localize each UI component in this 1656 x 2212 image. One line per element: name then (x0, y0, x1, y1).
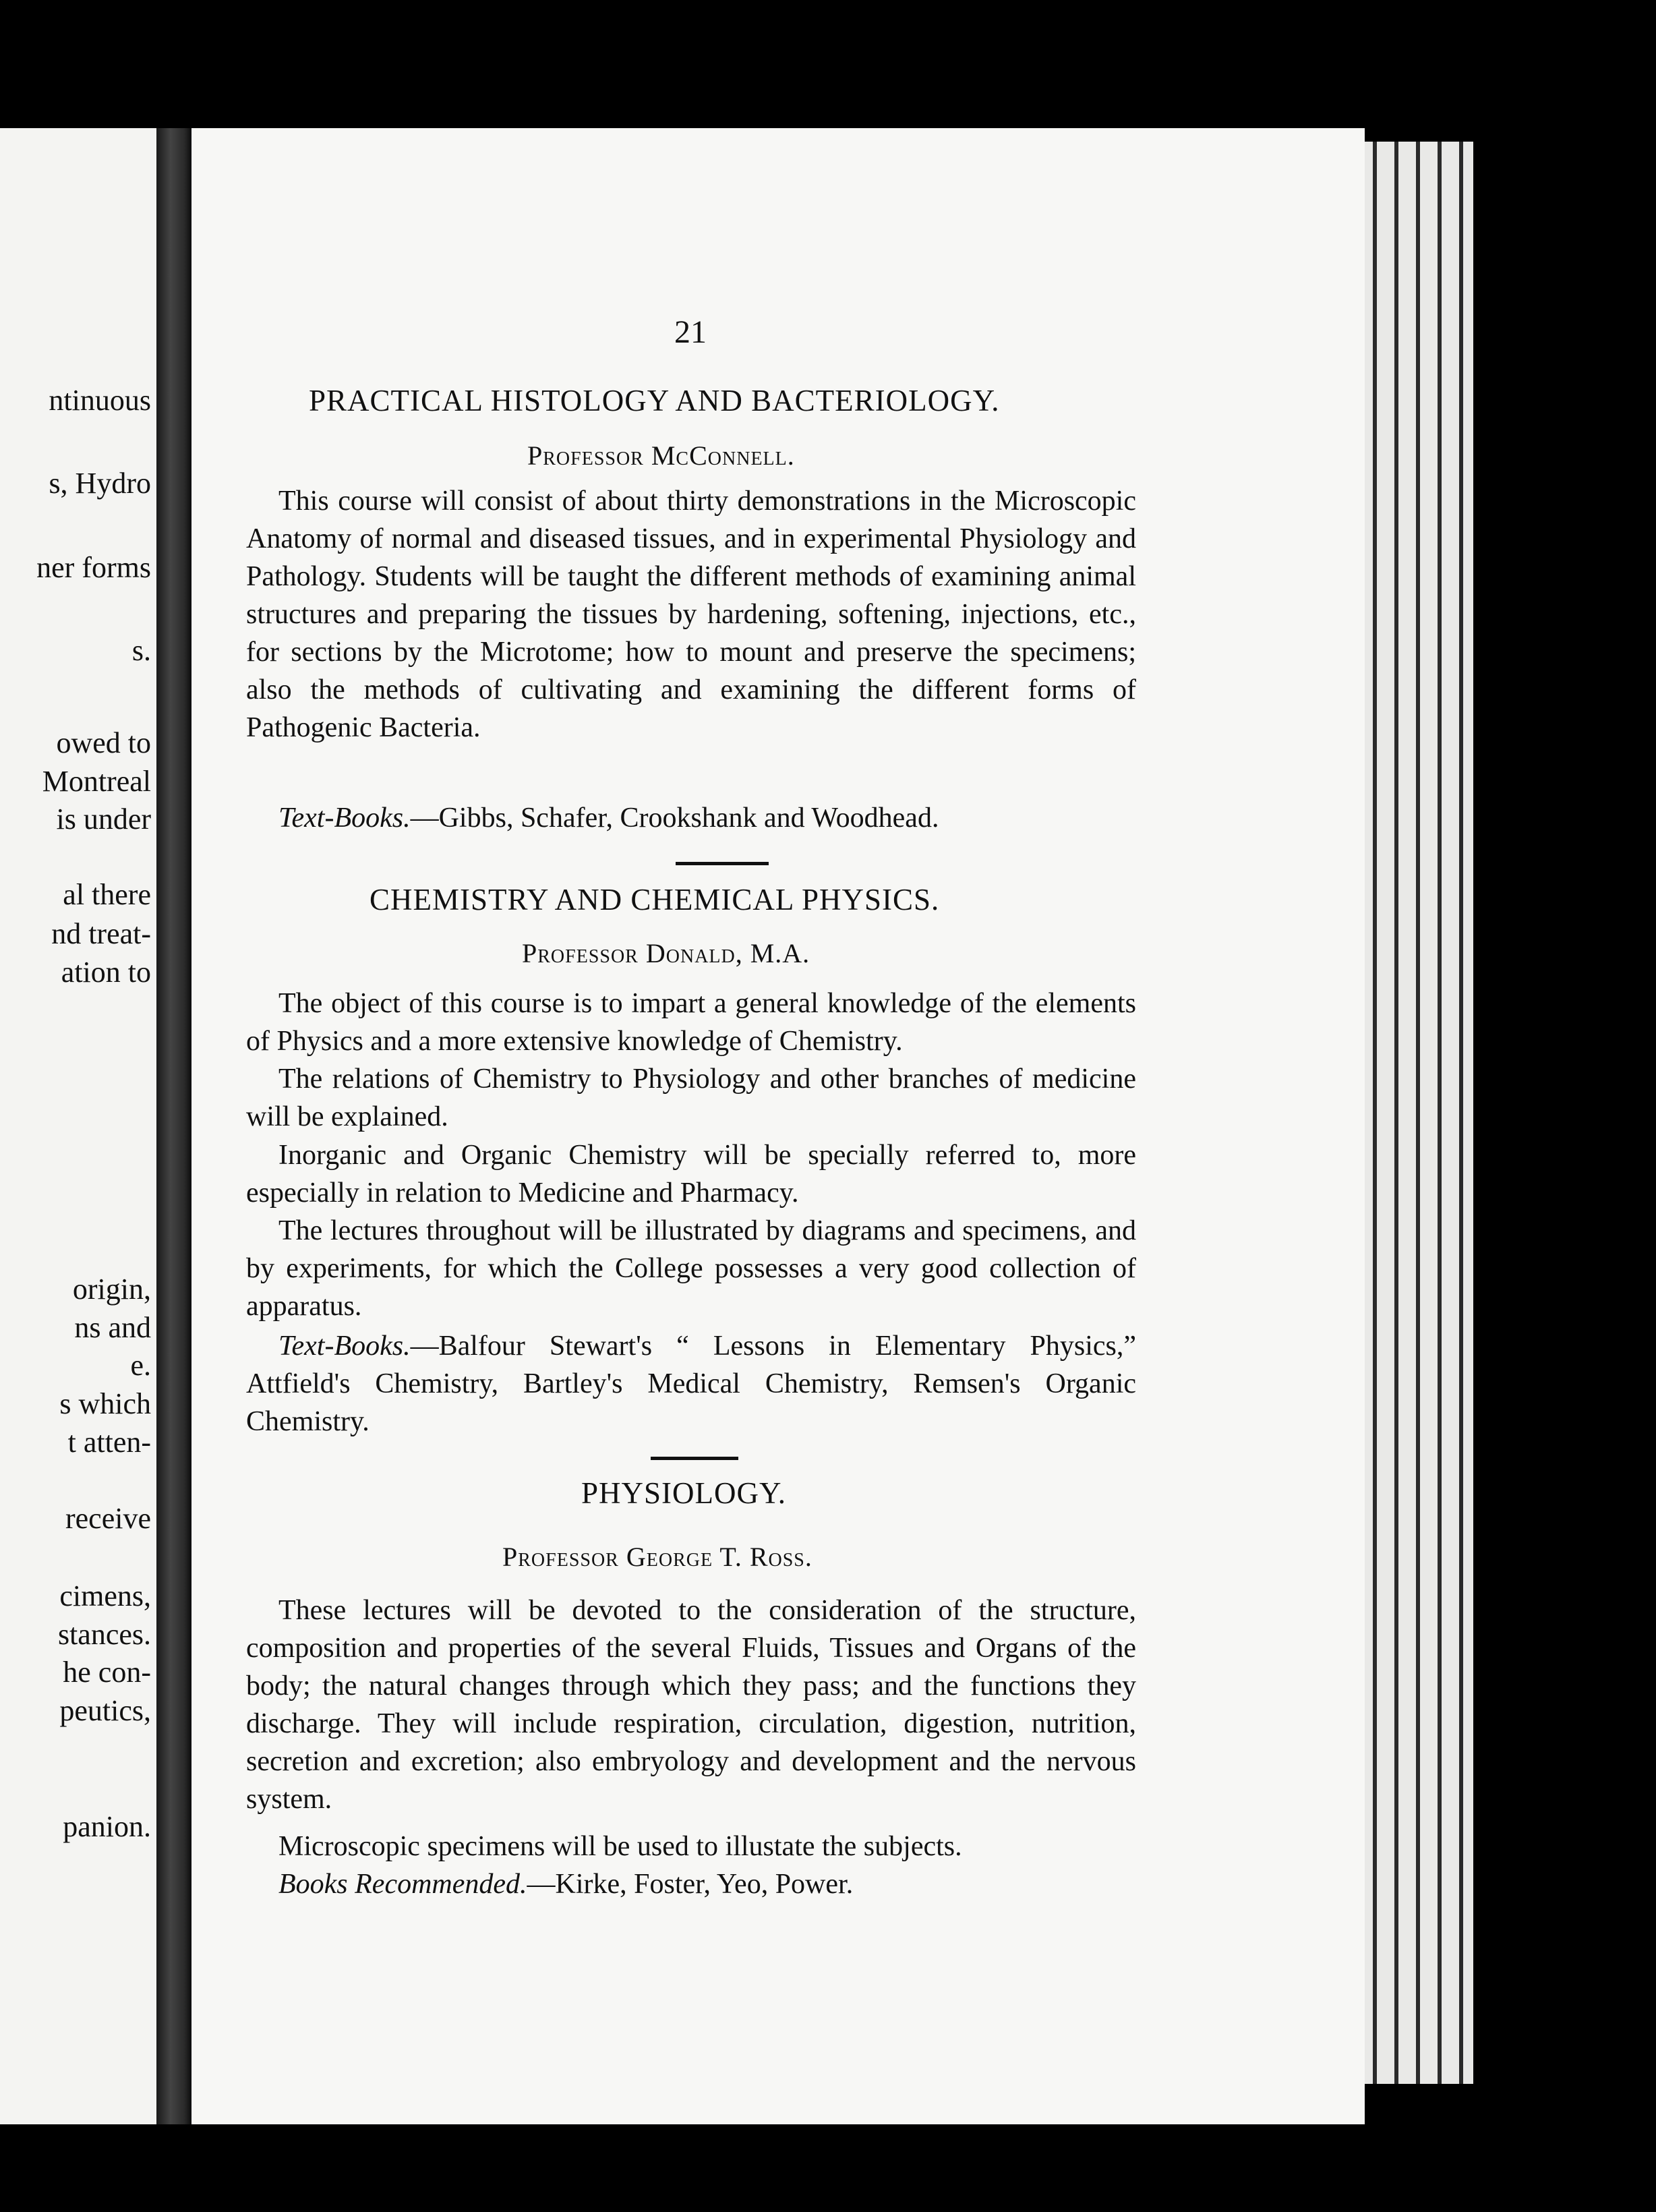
left-page-line: t atten- (67, 1426, 151, 1459)
left-page-line: ner forms (36, 551, 151, 584)
book-gutter (156, 128, 191, 2124)
paragraph-text: Inorganic and Organic Chemistry will be specially referred to, more especially in relation to Medicine and Pharmacy. (246, 1140, 1136, 1209)
paragraph-text: This course will consist of about thirty demonstrations in the Microscopic Anatomy of normal and diseased tissues, and in experimental Physiology and Pathology. Students will be taught the different methods of examining animal structures and preparing the tissues by hardening, softening, injections, etc., for sections by the Microtome; how to mount and preserve the specimens; also the methods of cultivating and examining the different forms of Pathogenic Bacteria. (246, 486, 1136, 743)
left-facing-page (0, 128, 156, 2124)
section-divider (676, 862, 769, 865)
books-list: —Gibbs, Schafer, Crookshank and Woodhead. (410, 803, 939, 834)
section-paragraph (246, 985, 1136, 1060)
left-page-line: stances. (57, 1618, 151, 1651)
left-page-line: peutics, (59, 1694, 151, 1727)
section-paragraph (246, 1060, 1136, 1136)
section-paragraph (246, 482, 1136, 747)
section-title: PRACTICAL HISTOLOGY AND BACTERIOLOGY. (309, 384, 1000, 417)
paragraph-text: The lectures throughout will be illustrated by diagrams and specimens, and by experiments, for which the College possesses a very good collection of apparatus. (246, 1215, 1136, 1322)
left-page-line: s which (59, 1387, 151, 1420)
section-title: CHEMISTRY AND CHEMICAL PHYSICS. (369, 883, 940, 916)
paragraph-text: These lectures will be devoted to the consideration of the structure, composition and properties of the several Fluids, Tissues and Organs of the body; the natural changes through which they pass; and the functions they discharge. They will include respiration, circulation, digestion, nutrition, secretion and excretion; also embryology and development and the nervous system. (246, 1595, 1136, 1815)
left-page-line: al there (63, 878, 151, 911)
left-page-line: Montreal (42, 765, 151, 798)
left-page-line: receive (65, 1502, 151, 1535)
section-divider (651, 1457, 738, 1460)
books-label: Text-Books. (278, 803, 411, 834)
books-label: Books Recommended. (278, 1869, 527, 1900)
books-list: —Balfour Stewart's “ Lessons in Elementary Physics,” Attfield's Chemistry, Bartley's Medical Chemistry, Remsen's Organic Chemistry. (246, 1331, 1136, 1437)
paragraph-text: The object of this course is to impart a general knowledge of the elements of Physics and a more extensive knowledge of Chemistry. (246, 988, 1136, 1057)
left-page-line: nd treat- (51, 917, 151, 950)
page-edges (1355, 142, 1473, 2084)
section-professor: Professor McConnell. (527, 440, 795, 471)
left-page-line: ation to (61, 956, 151, 989)
section-books (246, 1865, 1136, 1903)
section-paragraph (246, 1136, 1136, 1212)
section-paragraph (246, 1828, 1136, 1865)
left-page-line: cimens, (59, 1579, 151, 1612)
left-page-line: s, Hydro (49, 467, 151, 500)
left-page-line: s. (131, 634, 151, 667)
paragraph-text: The relations of Chemistry to Physiology and other branches of medicine will be explained. (246, 1064, 1136, 1132)
section-professor: Professor George T. Ross. (502, 1542, 812, 1572)
left-page-line: panion. (63, 1810, 151, 1843)
books-list: —Kirke, Foster, Yeo, Power. (527, 1869, 854, 1900)
books-label: Text-Books. (278, 1331, 411, 1362)
section-paragraph (246, 1592, 1136, 1818)
page-number: 21 (674, 314, 707, 350)
section-paragraph (246, 1212, 1136, 1325)
section-title: PHYSIOLOGY. (581, 1476, 786, 1510)
section-books (246, 1327, 1136, 1440)
section-books (246, 799, 1136, 837)
left-page-line: ntinuous (49, 384, 151, 417)
left-page-line: he con- (63, 1656, 151, 1689)
section-professor: Professor Donald, M.A. (522, 938, 810, 968)
left-page-line: origin, (72, 1273, 151, 1306)
left-page-line: owed to (56, 726, 151, 759)
left-page-line: e. (130, 1349, 151, 1382)
paragraph-text: Microscopic specimens will be used to illustate the subjects. (278, 1831, 962, 1862)
left-page-line: is under (56, 803, 151, 836)
left-page-line: ns and (74, 1311, 151, 1344)
